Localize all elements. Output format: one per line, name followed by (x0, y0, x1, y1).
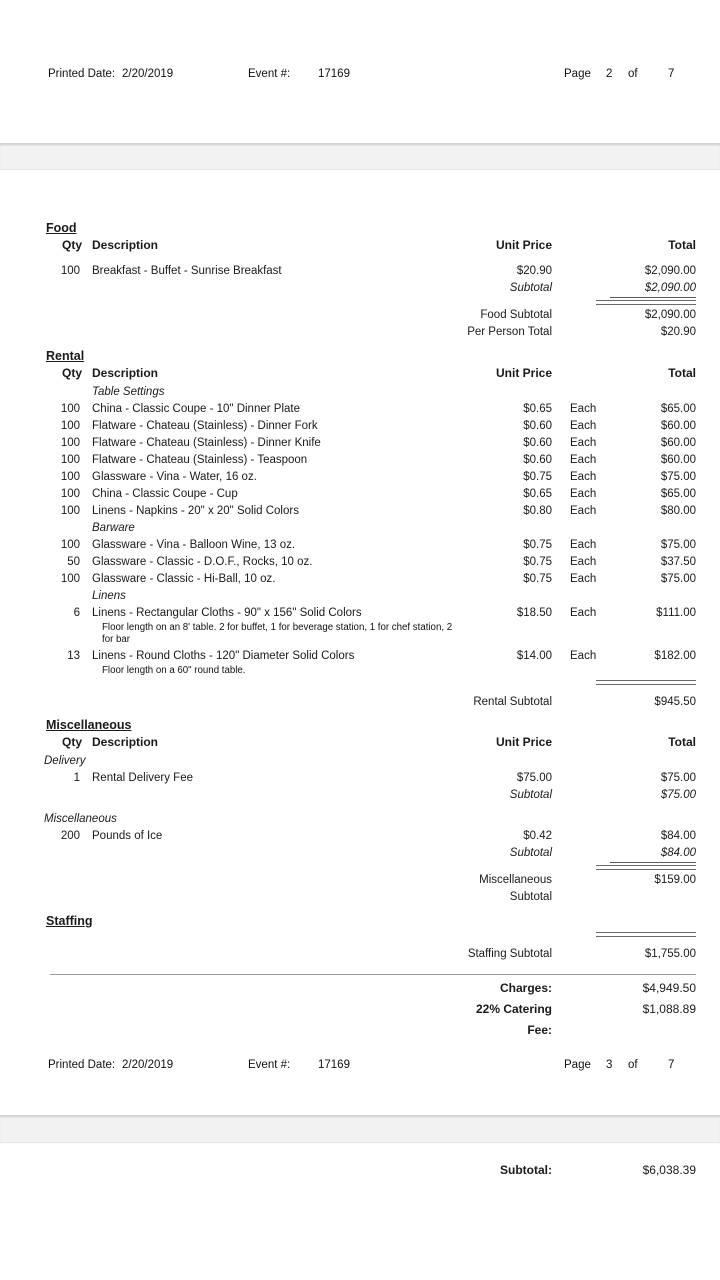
row-total: $60.00 (660, 453, 696, 466)
table-row (44, 503, 696, 520)
table-row (44, 571, 696, 588)
staffing-table (44, 930, 696, 963)
section-title-staffing: Staffing (46, 913, 93, 928)
next-page-preview (0, 1143, 720, 1177)
col-header-qty: Qty (61, 735, 82, 749)
row-note: Floor length on an 8' table. 2 for buffet, 1 for beverage station, 1 for chef station, 2 for bar (102, 621, 453, 645)
row-qty: 100 (60, 572, 80, 585)
row-note: Floor length on a 60" round table. (102, 664, 246, 676)
row-qty: 6 (73, 606, 80, 619)
row-total: $65.00 (660, 402, 696, 415)
row-unit-price: $20.90 (516, 265, 552, 277)
row-each: Each (570, 487, 597, 500)
row-qty: 100 (60, 487, 80, 500)
page-label: Page (564, 68, 591, 80)
subgroup-header (44, 811, 696, 828)
row-qty: 100 (60, 453, 80, 466)
row-total: $75.00 (660, 538, 696, 551)
col-header-total: Total (668, 735, 696, 749)
section-miscellaneous (44, 716, 696, 734)
row-each: Each (570, 555, 597, 568)
row-total: $75.00 (660, 772, 696, 784)
miscellaneous-double-rule (44, 863, 696, 872)
next-page-subtotal-label: Subtotal: (500, 1162, 552, 1177)
table-row (44, 435, 696, 452)
rental-subtotal-label: Rental Subtotal (473, 696, 552, 708)
col-header-description: Description (92, 365, 159, 380)
row-description: Rental Delivery Fee (92, 772, 193, 784)
per-person-total-label: Per Person Total (467, 325, 552, 338)
row-each: Each (570, 504, 597, 517)
miscellaneous-table (44, 734, 696, 906)
table-row (44, 401, 696, 418)
row-unit-price: $0.65 (523, 402, 552, 415)
row-qty: 100 (60, 419, 80, 432)
section-rental (44, 347, 696, 365)
misc-group-subtotal-value: $84.00 (610, 845, 696, 863)
row-each (552, 828, 610, 845)
miscellaneous-section-subtotal-row (44, 872, 696, 906)
row-qty: 200 (60, 830, 80, 842)
miscellaneous-subtotal-value: $159.00 (654, 873, 696, 886)
next-page-subtotal-value: $6,038.39 (642, 1162, 696, 1177)
row-unit-price: $75.00 (516, 772, 552, 784)
staffing-subtotal-label: Staffing Subtotal (467, 947, 552, 960)
event-number-label: Event #: (248, 68, 291, 80)
col-header-unit-price: Unit Price (495, 365, 552, 380)
row-qty: 100 (60, 265, 80, 277)
row-each: Each (570, 470, 597, 483)
page-label: Page (564, 1058, 591, 1071)
row-qty: 50 (67, 555, 80, 568)
row-description: Flatware - Chateau (Stainless) - Teaspoon (92, 453, 308, 466)
section-title-food: Food (46, 221, 77, 235)
row-each: Each (570, 453, 597, 466)
catering-fee-row (44, 999, 696, 1041)
row-description: Linens - Rectangular Cloths - 90" x 156" Solid Colors (92, 606, 362, 619)
row-unit-price: $0.65 (523, 487, 552, 500)
page-of-label: of (628, 1058, 638, 1071)
document-body (0, 219, 720, 1041)
col-header-total: Total (668, 238, 696, 252)
delivery-subtotal-value: $75.00 (660, 789, 696, 801)
table-row (44, 486, 696, 503)
page-total: 7 (668, 68, 675, 80)
row-unit-price: $0.60 (523, 419, 552, 432)
row-qty: 100 (60, 436, 80, 449)
row-description: Linens - Round Cloths - 120" Diameter Solid Colors (92, 649, 355, 662)
subgroup-header (44, 753, 696, 770)
row-total: $182.00 (654, 649, 696, 662)
row-description: Flatware - Chateau (Stainless) - Dinner Fork (92, 419, 318, 432)
table-row (44, 469, 696, 486)
rental-section-subtotal-row (44, 694, 696, 711)
page-number: 2 (606, 68, 613, 80)
row-each: Each (570, 402, 597, 415)
food-per-person-row (44, 324, 696, 341)
subgroup-header (44, 520, 696, 537)
food-section-subtotal-row (44, 307, 696, 324)
row-description: Breakfast - Buffet - Sunrise Breakfast (92, 265, 282, 277)
page-number: 3 (606, 1058, 613, 1071)
row-qty: 100 (60, 402, 80, 415)
table-row (44, 537, 696, 554)
row-each: Each (570, 572, 597, 585)
charges-row (44, 978, 696, 999)
row-each (552, 263, 610, 280)
charges-divider (50, 974, 696, 975)
misc-group-subtotal-label: Subtotal (509, 847, 552, 859)
row-qty: 100 (60, 470, 80, 483)
row-unit-price: $0.75 (523, 572, 552, 585)
subgroup-header (44, 384, 696, 401)
row-total: $75.00 (660, 572, 696, 585)
page-3 (0, 170, 720, 1115)
row-each: Each (570, 538, 597, 551)
col-header-unit-price: Unit Price (495, 735, 552, 749)
charges-label: Charges: (499, 980, 552, 995)
row-total: $84.00 (660, 830, 696, 842)
subgroup-label: Barware (92, 521, 135, 534)
subgroup-header (44, 588, 696, 605)
page-separator-top (0, 143, 720, 170)
food-section-subtotal-value: $2,090.00 (644, 308, 696, 321)
table-row (44, 263, 696, 280)
food-double-rule (44, 298, 696, 307)
printed-date-value: 2/20/2019 (122, 68, 174, 80)
row-total: $111.00 (656, 606, 696, 619)
row-total: $80.00 (660, 504, 696, 517)
row-unit-price: $18.50 (516, 606, 552, 619)
row-description: Linens - Napkins - 20" x 20" Solid Colors (92, 504, 299, 517)
table-row (44, 770, 696, 787)
table-row (44, 418, 696, 435)
page-2-tail (0, 0, 720, 143)
food-table-header (44, 237, 696, 256)
subgroup-label: Delivery (44, 755, 86, 767)
row-total: $65.00 (660, 487, 696, 500)
row-unit-price: $0.42 (523, 830, 552, 842)
table-row-note (44, 665, 696, 679)
col-header-total: Total (668, 365, 696, 380)
printed-date-value: 2/20/2019 (122, 1058, 174, 1071)
row-each: Each (570, 649, 597, 662)
row-description: Pounds of Ice (92, 830, 163, 842)
row-description: Glassware - Vina - Water, 16 oz. (92, 470, 257, 483)
next-page-subtotal-row (44, 1160, 696, 1177)
per-person-total-value: $20.90 (660, 325, 696, 338)
row-unit-price: $0.60 (523, 453, 552, 466)
food-group-subtotal-row (44, 280, 696, 298)
section-title-rental: Rental (46, 348, 85, 363)
food-subtotal-value: $2,090.00 (610, 280, 696, 298)
row-total: $60.00 (660, 436, 696, 449)
row-unit-price: $0.75 (523, 538, 552, 551)
row-description: Flatware - Chateau (Stainless) - Dinner Knife (92, 436, 321, 449)
food-section-subtotal-label: Food Subtotal (480, 308, 552, 321)
food-subtotal-label: Subtotal (509, 282, 552, 294)
section-food (44, 219, 696, 237)
section-title-miscellaneous: Miscellaneous (46, 718, 132, 732)
rental-subtotal-value: $945.50 (654, 696, 696, 708)
col-header-qty: Qty (61, 365, 82, 380)
staffing-double-rule (44, 930, 696, 939)
table-row (44, 452, 696, 469)
rental-table-header (44, 365, 696, 384)
subgroup-label: Linens (92, 589, 126, 602)
row-qty: 1 (73, 772, 80, 784)
row-unit-price: $0.75 (523, 555, 552, 568)
miscellaneous-subtotal-label: Miscellaneous Subtotal (479, 873, 552, 903)
page-separator-bottom (0, 1115, 720, 1143)
running-header (0, 68, 720, 94)
row-description: China - Classic Coupe - Cup (92, 487, 238, 500)
page-4-head (0, 1143, 720, 1177)
row-each: Each (570, 436, 597, 449)
group-subtotal-row (44, 787, 696, 804)
page-total: 7 (668, 1058, 675, 1071)
delivery-subtotal-label: Subtotal (509, 789, 552, 801)
section-staffing (44, 912, 696, 930)
row-description: Glassware - Classic - Hi-Ball, 10 oz. (92, 572, 276, 585)
food-table (44, 237, 696, 341)
group-subtotal-row (44, 845, 696, 863)
col-header-description: Description (92, 735, 159, 749)
rental-double-rule (44, 678, 696, 687)
row-qty: 100 (60, 538, 80, 551)
event-number-value: 17169 (318, 68, 350, 80)
staffing-subtotal-value: $1,755.00 (644, 947, 696, 960)
row-description: China - Classic Coupe - 10" Dinner Plate (92, 402, 300, 415)
col-header-description: Description (92, 238, 159, 252)
row-unit-price: $0.60 (523, 436, 552, 449)
miscellaneous-table-header (44, 734, 696, 753)
row-description: Glassware - Vina - Balloon Wine, 13 oz. (92, 538, 296, 551)
row-description: Glassware - Classic - D.O.F., Rocks, 10 oz. (92, 555, 313, 568)
col-header-unit-price: Unit Price (495, 238, 552, 252)
row-total: $2,090.00 (644, 265, 696, 277)
row-total: $75.00 (660, 470, 696, 483)
charges-value: $4,949.50 (642, 980, 696, 995)
row-qty: 13 (67, 649, 80, 662)
table-row (44, 828, 696, 845)
printed-date-label: Printed Date: (48, 68, 116, 80)
subgroup-label: Miscellaneous (44, 813, 117, 825)
rental-table (44, 365, 696, 712)
row-total: $37.50 (660, 555, 696, 568)
row-unit-price: $0.80 (523, 504, 552, 517)
row-each: Each (570, 419, 597, 432)
row-each (552, 770, 610, 787)
col-header-qty: Qty (61, 238, 82, 252)
event-number-label: Event #: (248, 1058, 291, 1071)
page-of-label: of (628, 68, 638, 80)
subgroup-label: Table Settings (92, 385, 165, 398)
table-row (44, 554, 696, 571)
running-footer (0, 1059, 720, 1085)
table-row-note (44, 622, 696, 648)
row-total: $60.00 (660, 419, 696, 432)
catering-fee-label: 22% Catering Fee: (475, 1001, 552, 1037)
table-row (44, 648, 696, 665)
event-number-value: 17169 (318, 1058, 350, 1071)
printed-date-label: Printed Date: (48, 1058, 116, 1071)
row-each: Each (570, 606, 597, 619)
staffing-section-subtotal-row (44, 946, 696, 963)
charges-table (44, 978, 696, 1041)
row-unit-price: $14.00 (516, 649, 552, 662)
table-row (44, 605, 696, 622)
row-unit-price: $0.75 (523, 470, 552, 483)
catering-fee-value: $1,088.89 (642, 1001, 696, 1016)
row-qty: 100 (60, 504, 80, 517)
